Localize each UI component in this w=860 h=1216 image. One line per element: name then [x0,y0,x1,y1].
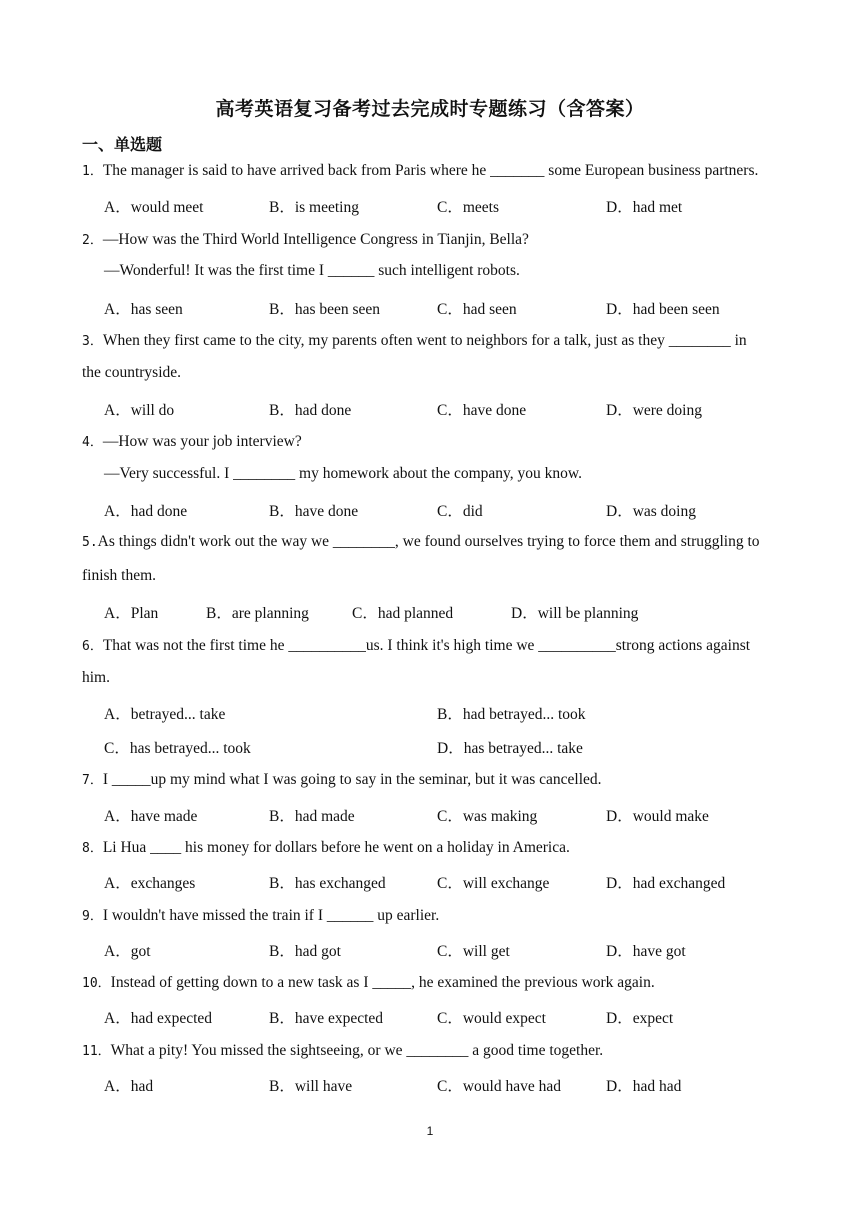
option-d: D．had met [606,199,683,216]
question-number: 7． [82,773,103,788]
question-2 [82,229,529,249]
option-a: A．has seen [104,301,183,318]
question-number: 2． [82,233,103,248]
question-5 [82,533,760,551]
option-c: C．did [437,503,483,520]
option-b: B．has exchanged [269,875,386,892]
option-d: D．would make [606,808,709,825]
option-d: D．has betrayed... take [437,740,583,757]
option-a: A．have made [104,808,198,825]
page-number: 1 [426,1124,434,1138]
question-continuation: finish them. [82,567,157,584]
option-d: D．had exchanged [606,875,726,892]
question-6 [82,635,750,655]
option-a: A．got [104,943,151,960]
question-8 [82,837,570,857]
question-1 [82,160,758,180]
question-number: 4． [82,435,103,450]
question-number: 10． [82,976,111,991]
option-d: D．expect [606,1010,674,1027]
question-text: —How was the Third World Intelligence Congress in Tianjin, Bella? [102,231,529,248]
option-c: C．was making [437,808,538,825]
question-number: 8． [82,841,103,856]
question-text: That was not the first time he __________us. I think it's high time we __________strong actions against [102,637,751,654]
option-a: A．exchanges [104,875,196,892]
option-b: B．have expected [269,1010,384,1027]
question-3 [82,330,747,350]
option-d: D．was doing [606,503,696,520]
option-d: D．had been seen [606,301,720,318]
question-subline: —Wonderful! It was the first time I ______ such intelligent robots. [104,262,520,279]
question-number: 6． [82,639,103,654]
question-number: 5. [82,535,98,550]
question-text: As things didn't work out the way we ________, we found ourselves trying to force them and struggling to [97,533,760,550]
option-d: D．had had [606,1078,682,1095]
option-b: B．had made [269,808,355,825]
section-heading: 一、单选题 [82,135,163,154]
option-a: A．Plan [104,605,159,622]
option-a: A．had done [104,503,188,520]
option-b: B．will have [269,1078,353,1095]
option-c: C．meets [437,199,499,216]
option-c: C．had seen [437,301,517,318]
option-b: B．had betrayed... took [437,706,586,723]
option-b: B．is meeting [269,199,359,216]
option-a: A．betrayed... take [104,706,226,723]
option-a: A．had [104,1078,154,1095]
question-10 [82,972,655,992]
question-text: When they first came to the city, my parents often went to neighbors for a talk, just as they ________ in [102,332,747,349]
option-d: D．will be planning [511,605,639,622]
option-b: B．are planning [206,605,309,622]
option-c: C．had planned [352,605,454,622]
option-c: C．would expect [437,1010,546,1027]
option-b: B．had done [269,402,352,419]
question-text: What a pity! You missed the sightseeing, or we ________ a good time together. [110,1042,604,1059]
question-9 [82,905,439,925]
option-c: C．have done [437,402,527,419]
question-text: The manager is said to have arrived back from Paris where he _______ some European business partners. [102,162,759,179]
question-7 [82,769,602,789]
option-b: B．has been seen [269,301,381,318]
question-number: 1． [82,164,103,179]
question-text: I _____up my mind what I was going to say in the seminar, but it was cancelled. [102,771,602,788]
question-text: Li Hua ____ his money for dollars before he went on a holiday in America. [102,839,570,856]
option-b: B．had got [269,943,341,960]
option-c: C．has betrayed... took [104,740,251,757]
question-number: 11． [82,1044,111,1059]
question-number: 3． [82,334,103,349]
option-d: D．have got [606,943,686,960]
option-a: A．had expected [104,1010,213,1027]
option-a: A．would meet [104,199,204,216]
option-a: A．will do [104,402,175,419]
question-continuation: him. [82,669,110,686]
question-continuation: the countryside. [82,364,182,381]
page-title: 高考英语复习备考过去完成时专题练习（含答案） [215,98,645,120]
question-text: I wouldn't have missed the train if I ______ up earlier. [102,907,440,924]
question-4 [82,431,302,451]
option-b: B．have done [269,503,359,520]
option-c: C．will get [437,943,510,960]
question-number: 9． [82,909,103,924]
question-subline: —Very successful. I ________ my homework about the company, you know. [104,465,582,482]
question-text: —How was your job interview? [102,433,302,450]
option-c: C．would have had [437,1078,561,1095]
question-11 [82,1040,603,1060]
option-c: C．will exchange [437,875,550,892]
question-text: Instead of getting down to a new task as I _____, he examined the previous work again. [110,974,655,991]
option-d: D．were doing [606,402,702,419]
